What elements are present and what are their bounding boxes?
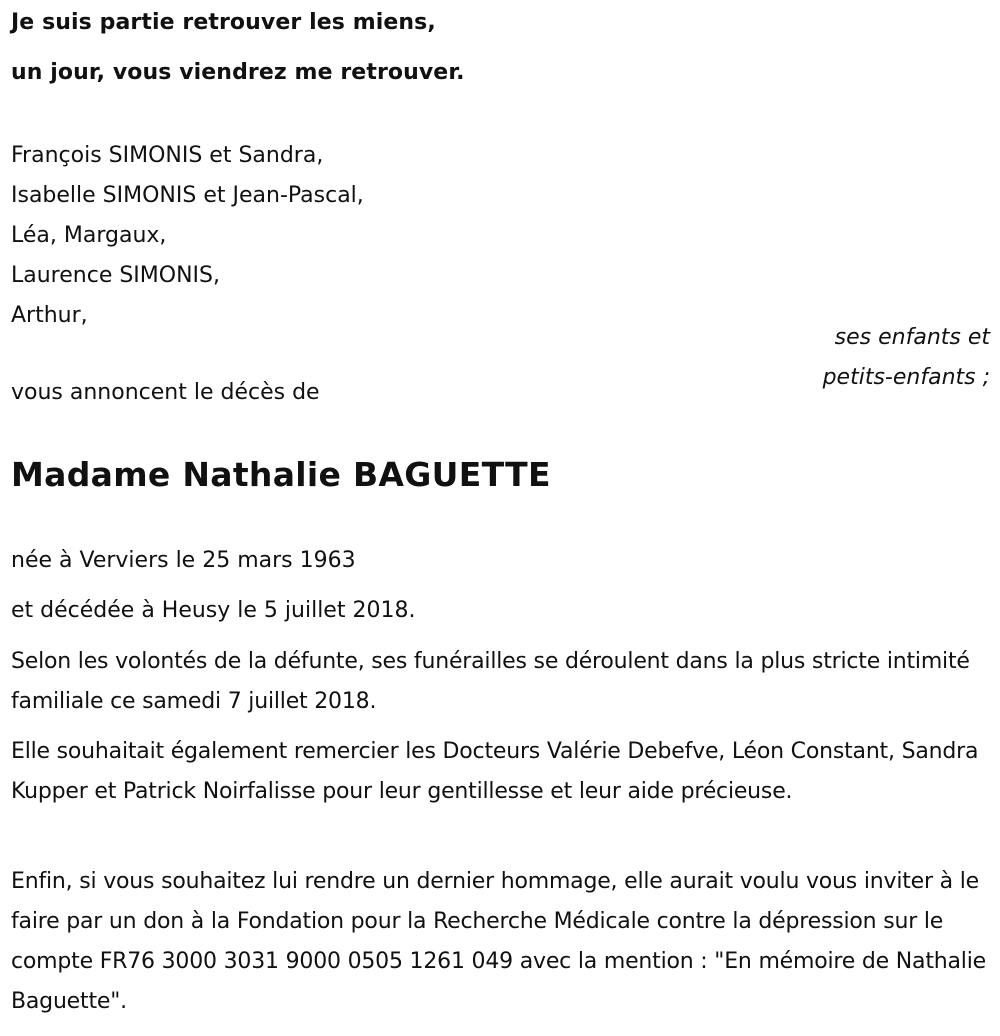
family-member: Arthur, xyxy=(11,303,88,328)
epitaph-line-2: un jour, vous viendrez me retrouver. xyxy=(11,60,465,85)
thanks-paragraph: Elle souhaitait également remercier les Docteurs Valérie Debefve, Léon Constant, Sandra Kupper et Patrick Noirfalisse pour leur gentillesse et leur aide précieuse. xyxy=(11,739,979,804)
deceased-name: Madame Nathalie BAGUETTE xyxy=(11,455,551,494)
relation-note xyxy=(823,318,990,398)
birth-line: née à Verviers le 25 mars 1963 xyxy=(11,548,356,573)
family-member: François SIMONIS et Sandra, xyxy=(11,143,324,168)
announcement: vous annoncent le décès de xyxy=(11,380,320,405)
family-member: Léa, Margaux, xyxy=(11,223,167,248)
family-member: Laurence SIMONIS, xyxy=(11,263,220,288)
funeral-paragraph: Selon les volontés de la défunte, ses funérailles se déroulent dans la plus stricte intimité familiale ce samedi 7 juillet 2018. xyxy=(11,649,970,714)
death-line: et décédée à Heusy le 5 juillet 2018. xyxy=(11,598,416,623)
donation-paragraph: Enfin, si vous souhaitez lui rendre un dernier hommage, elle aurait voulu vous inviter à le faire par un don à la Fondation pour la Recherche Médicale contre la dépression sur le compte FR76 3000 3031 9000 0505 1261 049 avec la mention : "En mémoire de Nathalie Baguette". xyxy=(11,869,986,1014)
relation-line-1: ses enfants et xyxy=(834,325,990,350)
relation-line-2: petits-enfants ; xyxy=(822,365,990,390)
family-list xyxy=(11,136,364,336)
epitaph-line-1: Je suis partie retrouver les miens, xyxy=(11,10,436,35)
family-member: Isabelle SIMONIS et Jean-Pascal, xyxy=(11,183,364,208)
